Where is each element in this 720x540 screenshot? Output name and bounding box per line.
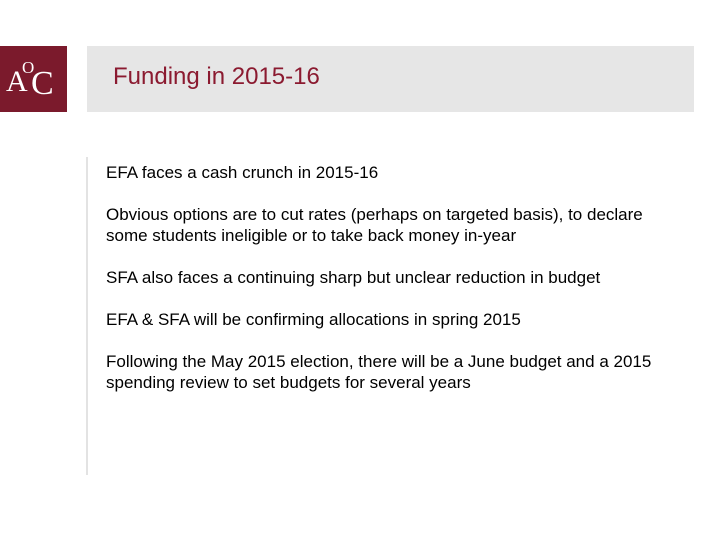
bullet-item: EFA & SFA will be confirming allocations in spring 2015 [106, 310, 521, 329]
logo-letter-a: A [6, 65, 28, 98]
bullet-item: EFA faces a cash crunch in 2015-16 [106, 163, 379, 182]
title-bar [87, 46, 694, 112]
logo-letter-o: O [22, 58, 35, 77]
page-title: Funding in 2015-16 [113, 63, 320, 90]
bullet-item: Obvious options are to cut rates (perhaps on targeted basis), to declare some students ineligible or to take back money in-year [106, 205, 643, 245]
logo-letter-c: C [31, 65, 54, 102]
bullet-item: SFA also faces a continuing sharp but unclear reduction in budget [106, 268, 601, 287]
bullet-list [106, 162, 686, 414]
aoc-logo [0, 46, 67, 112]
bullet-item: Following the May 2015 election, there will be a June budget and a 2015 spending review to set budgets for several years [106, 352, 652, 392]
aoc-logo-mark [0, 46, 67, 112]
vertical-divider [86, 157, 88, 475]
